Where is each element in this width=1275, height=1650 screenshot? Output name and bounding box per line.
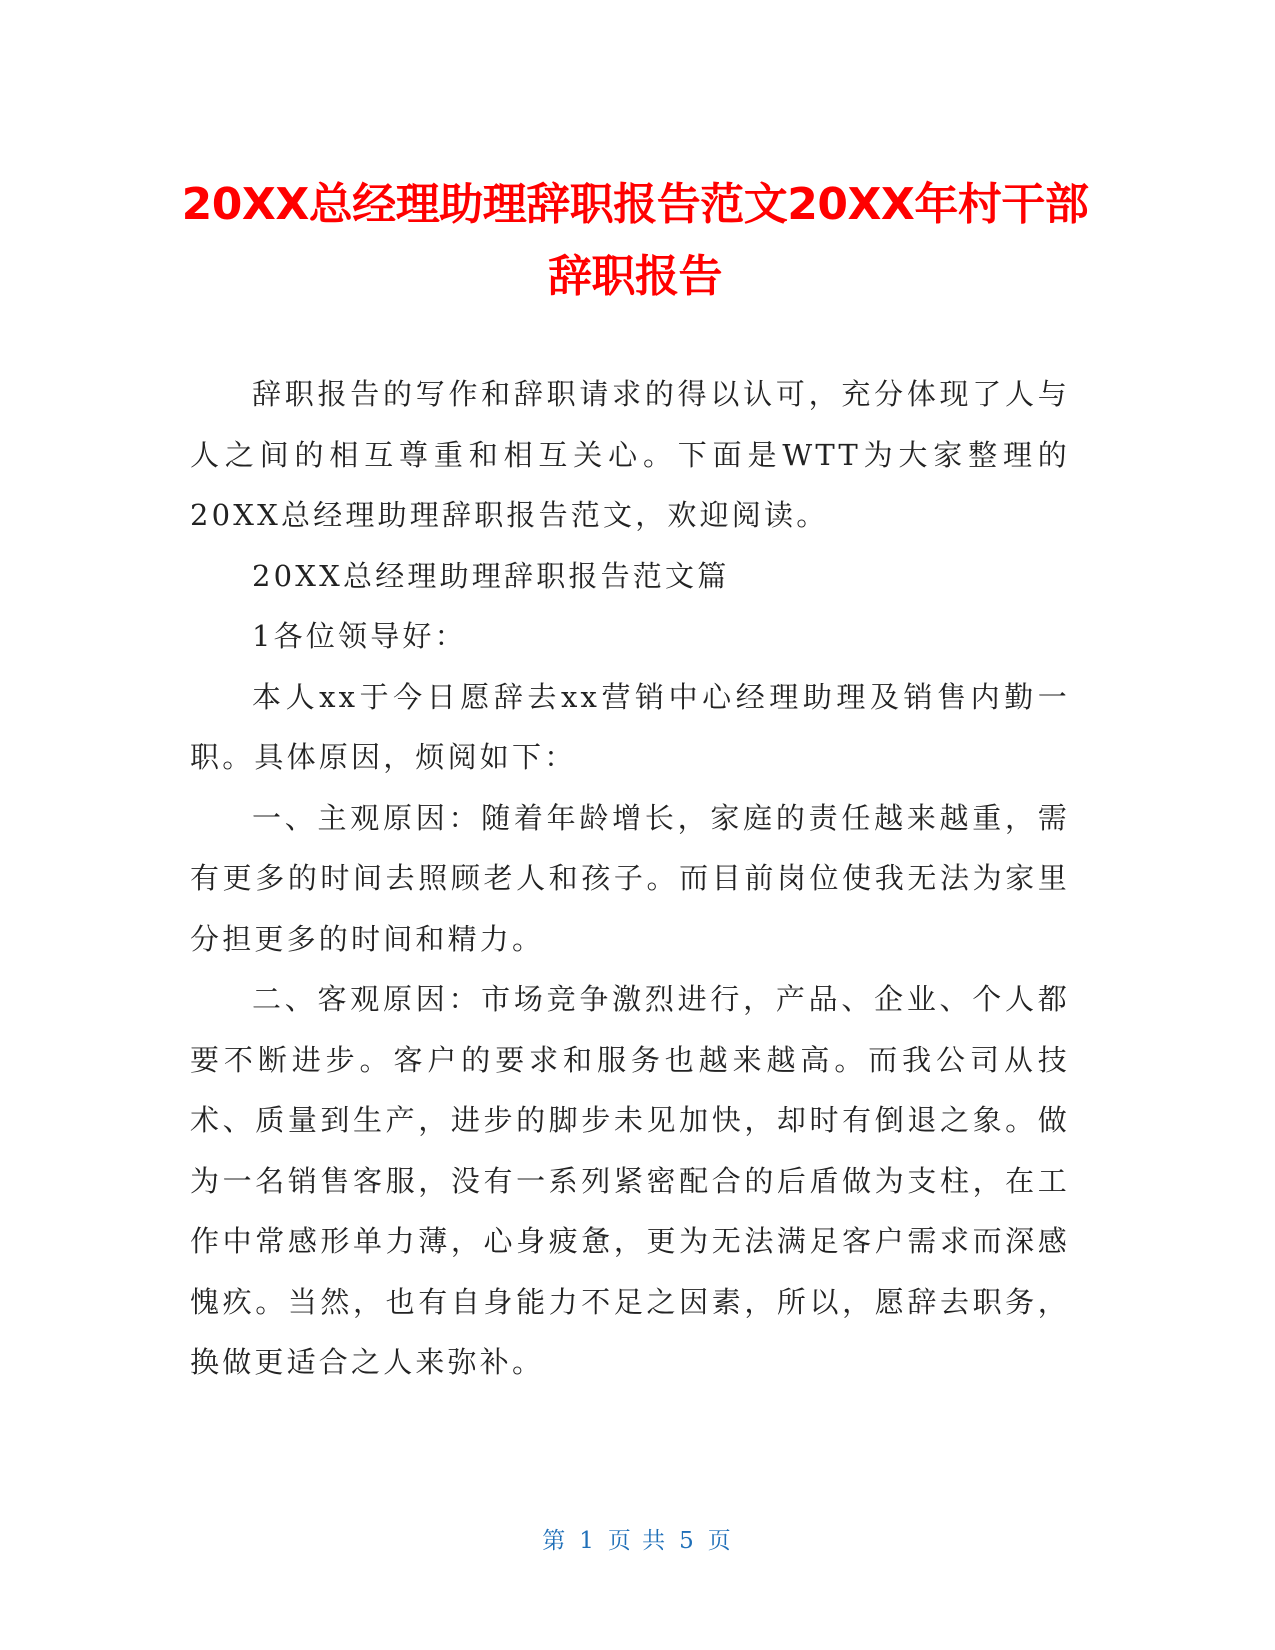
paragraph-objective-reason: 二、客观原因：市场竞争激烈进行，产品、企业、个人都要不断进步。客户的要求和服务也越来越高。而我公司从技术、质量到生产，进步的脚步未见加快，却时有倒退之象。做为一名销售客服，没有一系列紧密配合的后盾做为支柱，在工作中常感形单力薄，心身疲惫，更为无法满足客户需求而深感愧疚。当然，也有自身能力不足之因素，所以，愿辞去职务，换做更适合之人来弥补。 — [190, 982, 1070, 1379]
paragraph-salutation: 1各位领导好： — [252, 619, 467, 653]
page-label-mid: 页 共 — [607, 1528, 668, 1554]
paragraph-intro: 辞职报告的写作和辞职请求的得以认可，充分体现了人与人之间的相互尊重和相互关心。下面是WTT为大家整理的20XX总经理助理辞职报告范文，欢迎阅读。 — [190, 377, 1070, 532]
paragraph-statement: 本人xx于今日愿辞去xx营销中心经理助理及销售内勤一职。具体原因，烦阅如下： — [190, 679, 1070, 774]
total-pages-number: 5 — [679, 1528, 696, 1554]
paragraph-subjective-reason: 一、主观原因：随着年龄增长，家庭的责任越来越重，需有更多的时间去照顾老人和孩子。而目前岗位使我无法为家里分担更多的时间和精力。 — [190, 800, 1070, 956]
title-line-2: 辞职报告 — [548, 251, 722, 303]
page-label-prefix: 第 — [542, 1528, 568, 1554]
document-body — [190, 364, 1070, 1393]
paragraph-section-heading: 20XX总经理助理辞职报告范文篇 — [252, 558, 730, 593]
page-footer — [0, 1522, 1275, 1555]
current-page-number: 1 — [579, 1528, 596, 1554]
document-title — [120, 169, 1150, 313]
page-label-suffix: 页 — [707, 1528, 733, 1554]
title-line-1: 20XX总经理助理辞职报告范文20XX年村干部 — [181, 179, 1089, 231]
